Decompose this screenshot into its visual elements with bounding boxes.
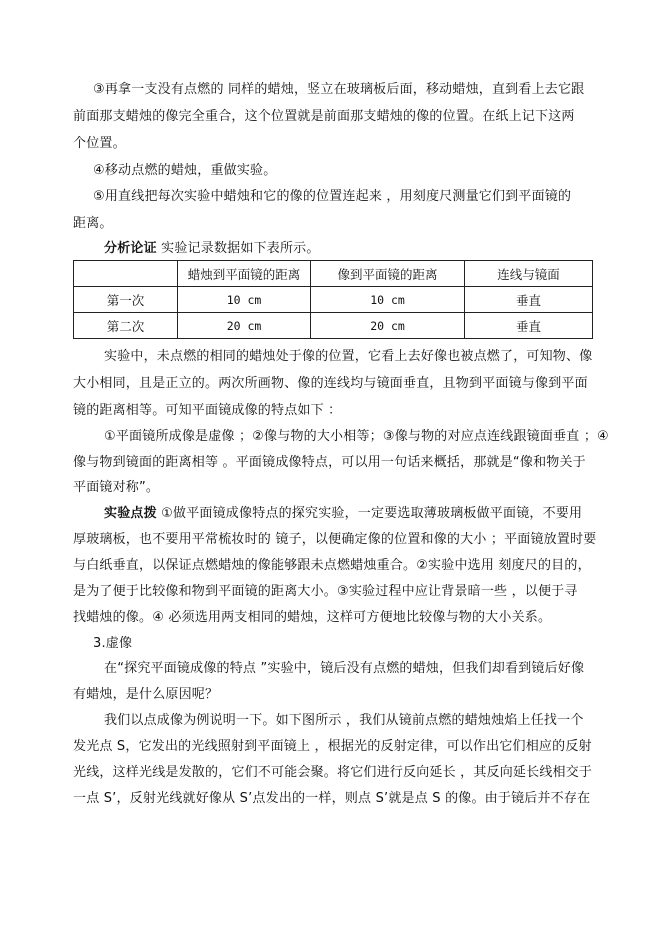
step-3-line-3: 个位置。 [73,136,126,151]
table-cell: 10 cm [178,287,311,313]
section-3-line-1: 在“探究平面镜成像的特点 ”实验中，镜后没有点燃的蜡烛，但我们却看到镜后好像 [104,661,585,676]
table-header-cell: 像到平面镜的距离 [311,261,465,287]
table-cell: 第二次 [74,313,178,339]
table-header-cell: 蜡烛到平面镜的距离 [178,261,311,287]
step-4-line: ④移动点燃的蜡烛，重做实验。 [93,163,277,178]
tips-line-2: 厚玻璃板，也不要用平常梳妆时的 镜子，以便确定像的位置和像的大小 ；平面镜放置时要 [73,532,597,547]
table-row [74,287,593,313]
conclusion-line-2: 大小相同，且是正立的。两次所画物、像的连线均与镜面垂直，且物到平面镜与像到平面 [73,376,588,391]
tips-line-5: 找蜡烛的像。④ 必须选用两支相同的蜡烛，这样可方便地比较像与物的大小关系。 [73,610,552,625]
table-cell: 20 cm [178,313,311,339]
section-3-line-6: 一点 S’，反射光线就好像从 S’点发出的一样，则点 S’就是点 S 的像。由于镜后并不存在 [73,791,591,806]
tips-text: ①做平面镜成像特点的探究实验，一定要选取薄玻璃板做平面镜，不要用 [161,506,583,521]
table-cell: 垂直 [465,287,593,313]
tips-line-4: 是为了便于比较像和物到平面镜的距离大小。③实验过程中应让背景暗一些 ，以便于寻 [73,584,578,599]
step-3-line-2: 前面那支蜡烛的像完全重合，这个位置就是前面那支蜡烛的像的位置。在纸上记下这两 [73,109,575,124]
table-cell: 10 cm [311,287,465,313]
conclusion-line-1: 实验中，未点燃的相同的蜡烛处于像的位置，它看上去好像也被点燃了，可知物、像 [104,349,593,364]
section-3-title: 3.虚像 [93,636,133,651]
step-5-line-1: ⑤用直线把每次实验中蜡烛和它的像的位置连起来 ，用刻度尺测量它们到平面镜的 [93,189,572,204]
data-table [73,260,593,339]
table-cell: 第一次 [74,287,178,313]
analysis-paragraph [104,241,320,257]
step-5-line-2: 距离。 [73,216,113,231]
table-row [74,313,593,339]
analysis-heading: 分析论证 [104,241,157,256]
conclusion-line-3: 镜的距离相等。可知平面镜成像的特点如下 ： [73,403,342,418]
table-cell: 垂直 [465,313,593,339]
tips-heading: 实验点拨 [104,506,157,521]
section-3-line-4: 发光点 S，它发出的光线照射到平面镜上 ，根据光的反射定律，可以作出它们相应的反射 [73,739,592,754]
table-header-row [74,261,593,287]
section-3-line-2: 有蜡烛，是什么原因呢？ [73,687,219,702]
conclusion-line-5: 像与物到镜面的距离相等 。平面镜成像特点，可以用一句话来概括，那就是“像和物关于 [73,455,586,470]
step-3-line-1: ③再拿一支没有点燃的 同样的蜡烛，竖立在玻璃板后面，移动蜡烛，直到看上去它跟 [93,82,585,97]
tips-line-3: 与白纸垂直，以保证点燃蜡烛的像能够跟未点燃蜡烛重合。②实验中选用 刻度尺的目的， [73,558,591,573]
tips-line-1 [104,506,582,522]
conclusion-line-4: ①平面镜所成像是虚像 ；②像与物的大小相等；③像与物的对应点连线跟镜面垂直 ；④ [104,429,609,444]
analysis-text: 实验记录数据如下表所示。 [161,241,320,256]
section-3-line-3: 我们以点成像为例说明一下。如下图所示 ，我们从镜前点燃的蜡烛烛焰上任找一个 [104,713,584,728]
section-3-line-5: 光线，这样光线是发散的，它们不可能会聚。将它们进行反向延长 ，其反向延长线相交于 [73,765,593,780]
conclusion-line-6: 平面镜对称”。 [73,480,160,495]
table-header-cell [74,261,178,287]
table-cell: 20 cm [311,313,465,339]
table-header-cell: 连线与镜面 [465,261,593,287]
